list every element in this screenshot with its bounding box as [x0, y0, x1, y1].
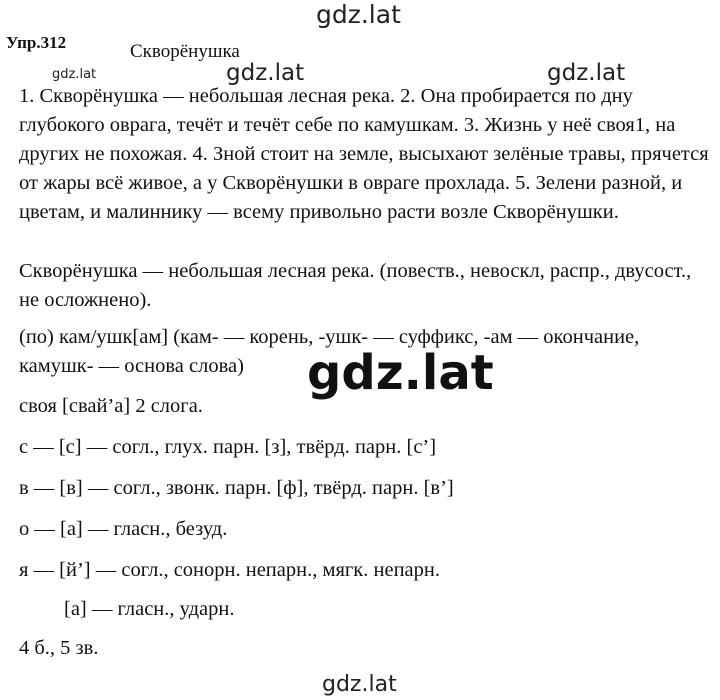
watermark-small: gdz.lat — [52, 67, 97, 82]
phonetic-line: я — [й’] — согл., сонорн. непарн., мягк. непарн. — [19, 559, 440, 581]
phonetic-line: с — [с] — согл., глух. парн. [з], твёрд. парн. [с’] — [19, 436, 437, 458]
watermark-big: gdz.lat — [307, 345, 494, 401]
phonetic-line: о — [а] — гласн., безуд. — [19, 518, 228, 540]
phonetic-summary: 4 б., 5 зв. — [19, 637, 99, 659]
phonetic-line: [а] — гласн., ударн. — [64, 598, 235, 620]
source-text-paragraph: 1. Скворёнушка — небольшая лесная река. 2. Она пробирается по дну глубокого оврага, течёт и течёт себе по камушкам. 3. Жизнь у неё своя1, на других не похожая. 4. Зной стоит на земле, высыхают зелёные травы, прячется от жары всё живое, а у Скворёнушки в овраге прохлада. 5. Зелени разной, и цветам, и малиннику — всему привольно расти возле Скворёнушки. — [19, 85, 709, 223]
watermark-mid-right: gdz.lat — [547, 60, 626, 86]
watermark-bottom: gdz.lat — [322, 672, 397, 697]
phonetic-line: в — [в] — согл., звонк. парн. [ф], твёрд. парн. [в’] — [19, 477, 454, 499]
word-morpheme-analysis: (по) кам/ушк[ам] (кам- — корень, -ушк- — суффикс, -ам — окончание, камушк- — основа слова) — [19, 326, 640, 377]
watermark-top: gdz.lat — [316, 0, 401, 29]
phonetic-word: своя [свай’а] 2 слога. — [19, 395, 203, 417]
exercise-title: Скворёнушка — [130, 41, 240, 62]
exercise-number: Упр.312 — [6, 33, 67, 52]
sentence-analysis: Скворёнушка — небольшая лесная река. (повеств., невоскл, распр., двусост., не осложнено). — [19, 260, 692, 311]
watermark-mid-left: gdz.lat — [226, 60, 305, 86]
